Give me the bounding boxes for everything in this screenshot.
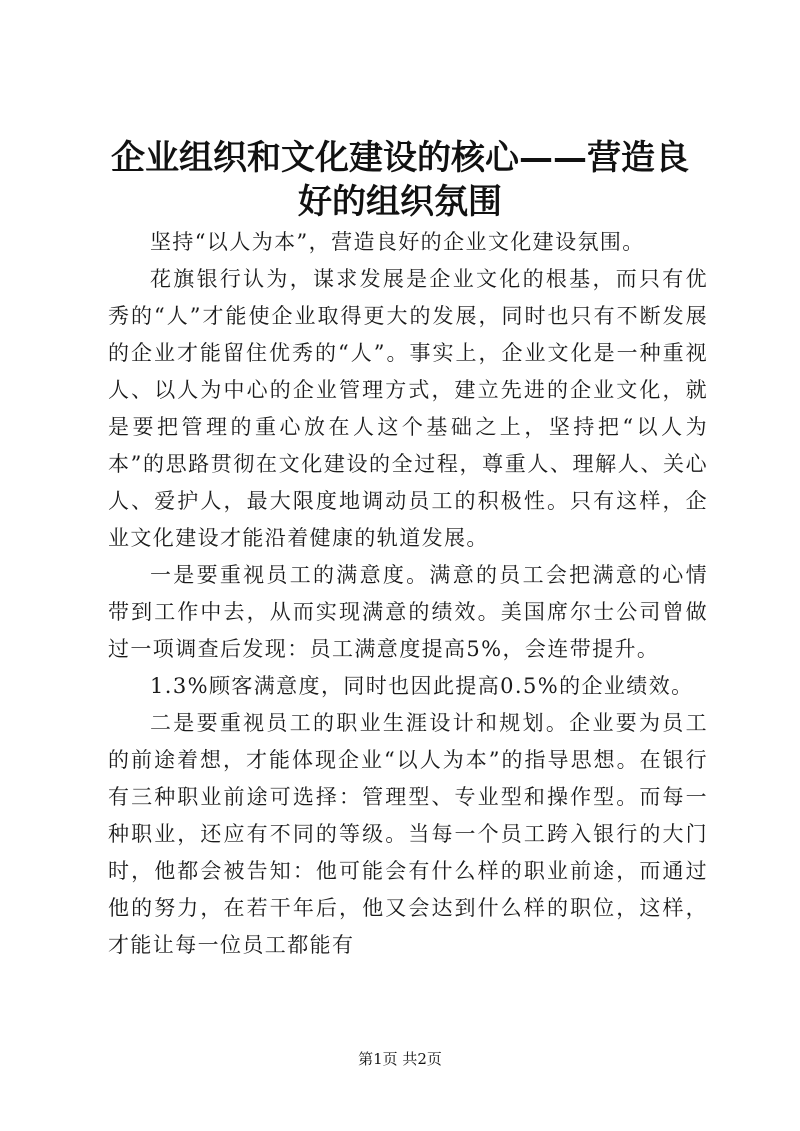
page-footer: 第1页 共2页 <box>358 1050 442 1068</box>
paragraph-satisfaction-stats: 1.3%顾客满意度，同时也因此提高0.5%的企业绩效。 <box>150 674 694 698</box>
paragraph-intro: 坚持“以人为本”，营造良好的企业文化建设氛围。 <box>150 230 645 254</box>
document-body <box>108 224 708 964</box>
paragraph-career-planning: 二是要重视员工的职业生涯设计和规划。企业要为员工的前途着想，才能体现企业“以人为本”的指导思想。在银行有三种职业前途可选择：管理型、专业型和操作型。而每一种职业，还应有不同的等级。当每一个员工跨入银行的大门时，他都会被告知：他可能会有什么样的职业前途，而通过他的努力，在若干年后，他又会达到什么样的职位，这样，才能让每一位员工都能有 <box>108 711 708 957</box>
paragraph-citibank-view: 花旗银行认为，谋求发展是企业文化的根基，而只有优秀的“人”才能使企业取得更大的发展，同时也只有不断发展的企业才能留住优秀的“人”。事实上，企业文化是一种重视人、以人为中心的企业管理方式，建立先进的企业文化，就是要把管理的重心放在人这个基础之上，坚持把“以人为本”的思路贯彻在文化建设的全过程，尊重人、理解人、关心人、爱护人，最大限度地调动员工的积极性。只有这样，企业文化建设才能沿着健康的轨道发展。 <box>108 267 708 550</box>
paragraph-employee-satisfaction: 一是要重视员工的满意度。满意的员工会把满意的心情带到工作中去，从而实现满意的绩效。美国席尔士公司曾做过一项调查后发现：员工满意度提高5%，会连带提升。 <box>108 563 708 661</box>
document-title: 企业组织和文化建设的核心——营造良好的组织氛围 <box>111 138 689 222</box>
